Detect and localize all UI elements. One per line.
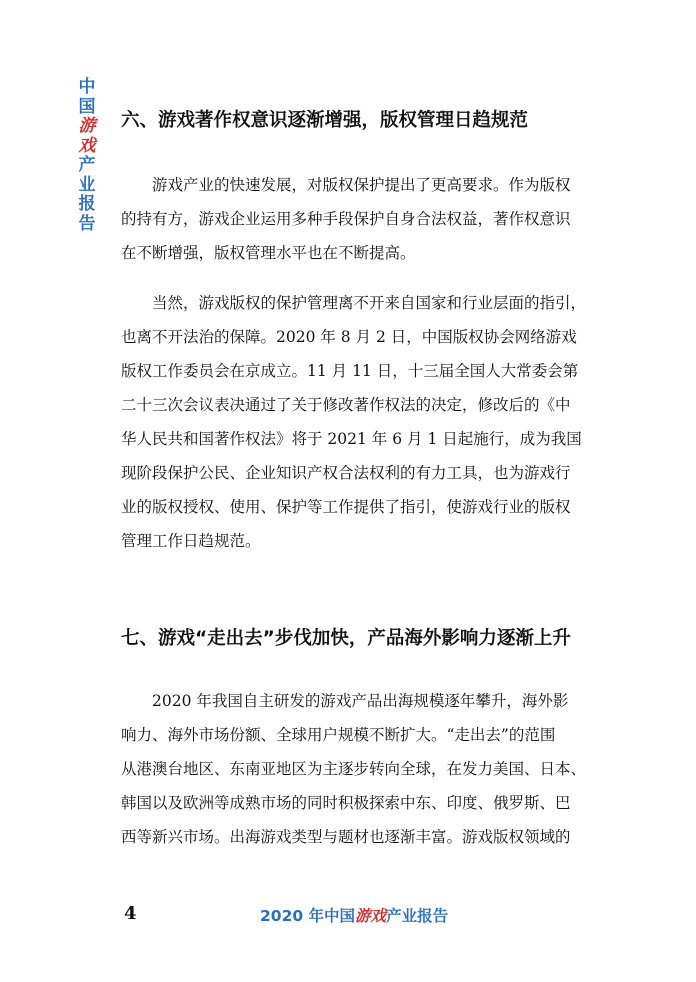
section-6-heading: 六、游戏著作权意识逐渐增强，版权管理日趋规范	[121, 110, 529, 131]
text-line: 西等新兴市场。出海游戏类型与题材也逐渐丰富。游戏版权领域的	[121, 828, 571, 846]
footer-report-title	[260, 904, 460, 926]
text-line: 的持有方，游戏企业运用多种手段保护自身合法权益，著作权意识	[121, 210, 571, 228]
side-brand-char: 告	[78, 213, 96, 234]
section-7-paragraph-1	[121, 684, 587, 854]
side-brand-char: 业	[78, 174, 96, 195]
footer-title-prefix: 2020 年中国	[260, 907, 356, 925]
text-line: 二十三次会议表决通过了关于修改著作权法的决定，修改后的《中	[121, 396, 571, 414]
section-6-paragraph-1	[121, 168, 583, 270]
side-brand-char: 产	[78, 155, 96, 175]
side-brand-char: 中	[78, 77, 96, 97]
text-line: 韩国以及欧洲等成熟市场的同时积极探索中东、印度、俄罗斯、巴	[121, 794, 571, 812]
side-brand-char: 国	[78, 96, 96, 117]
page-number: 4	[124, 903, 137, 924]
text-line: 业的版权授权、使用、保护等工作提供了指引，使游戏行业的版权	[121, 498, 571, 516]
text-line: 从港澳台地区、东南亚地区为主逐步转向全球，在发力美国、日本、	[121, 760, 587, 778]
side-brand-char-accent: 游	[78, 116, 96, 136]
side-brand-char-accent: 戏	[78, 135, 96, 156]
footer-title-suffix: 产业报告	[386, 907, 449, 925]
section-6-paragraph-2	[121, 286, 587, 558]
footer-title-accent: 游戏	[355, 907, 387, 925]
section-7-heading: 七、游戏“走出去”步伐加快，产品海外影响力逐渐上升	[121, 628, 571, 649]
text-line: 也离不开法治的保障。2020 年 8 月 2 日，中国版权协会网络游戏	[121, 328, 577, 346]
side-brand-vertical-title	[76, 78, 98, 234]
text-line: 2020 年我国自主研发的游戏产品出海规模逐年攀升，海外影	[152, 692, 569, 710]
text-line: 当然，游戏版权的保护管理离不开来自国家和行业层面的指引，	[152, 294, 587, 312]
text-line: 管理工作日趋规范。	[121, 532, 261, 550]
text-line: 现阶段保护公民、企业知识产权合法权利的有力工具，也为游戏行	[121, 464, 571, 482]
text-line: 游戏产业的快速发展，对版权保护提出了更高要求。作为版权	[152, 176, 571, 194]
text-line: 华人民共和国著作权法》将于 2021 年 6 月 1 日起施行，成为我国	[121, 430, 582, 448]
side-brand-char: 报	[78, 194, 96, 214]
text-line: 版权工作委员会在京成立。11 月 11 日，十三届全国人大常委会第	[121, 362, 579, 380]
text-line: 在不断增强，版权管理水平也在不断提高。	[121, 244, 416, 262]
text-line: 响力、海外市场份额、全球用户规模不断扩大。“走出去”的范围	[121, 726, 556, 744]
